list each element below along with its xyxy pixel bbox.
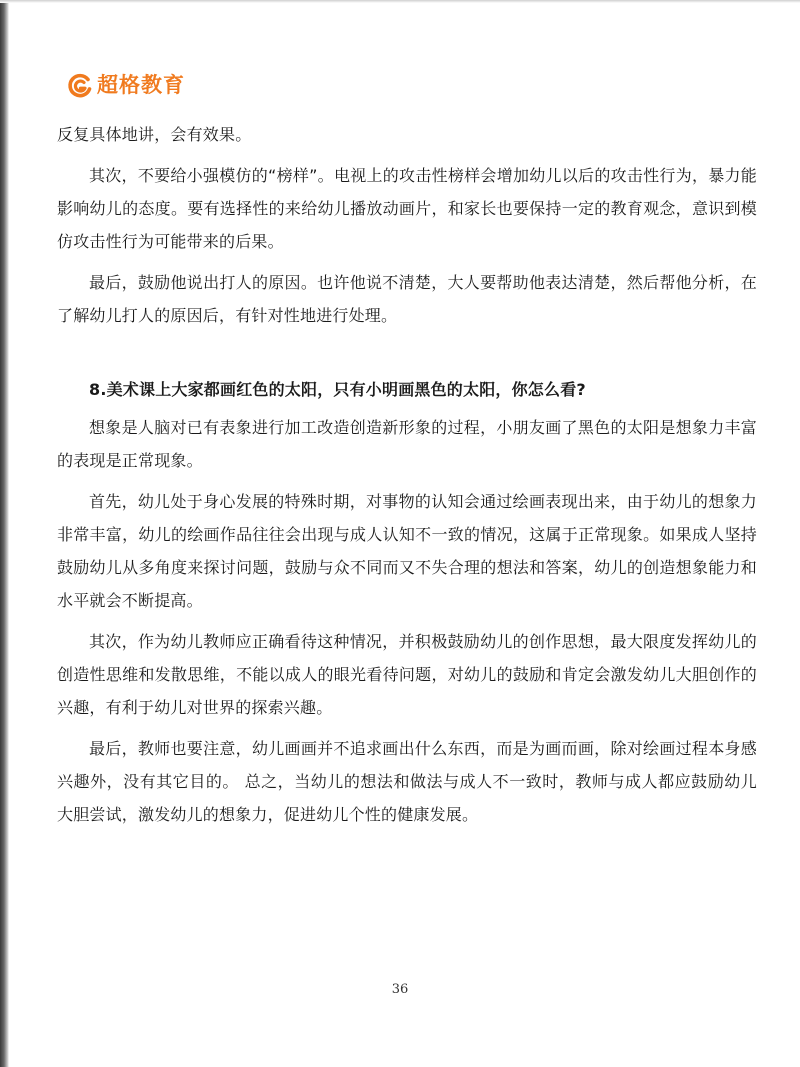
brand-logo-icon xyxy=(66,71,94,99)
answer-paragraph: 其次，作为幼儿教师应正确看待这种情况，并积极鼓励幼儿的创作思想，最大限度发挥幼儿的创造性思维和发散思维，不能以成人的眼光看待问题，对幼儿的鼓励和肯定会激发幼儿大胆创作的兴趣，有利于幼儿对世界的探索兴趣。 xyxy=(57,632,757,717)
page-top-edge xyxy=(0,0,800,3)
page-shadow-edge xyxy=(0,0,9,1067)
brand-logo-text: 超格教育 xyxy=(97,73,185,97)
question-heading: 8.美术课上大家都画红色的太阳，只有小明画黑色的太阳，你怎么看? xyxy=(89,380,586,399)
answer-paragraph: 最后，教师也要注意，幼儿画画并不追求画出什么东西，而是为画而画，除对绘画过程本身感兴趣外，没有其它目的。 总之，当幼儿的想法和做法与成人不一致时，教师与成人都应鼓励幼儿大胆尝试，激发幼儿的想象力，促进幼儿个性的健康发展。 xyxy=(57,739,757,824)
paragraph-continued: 反复具体地讲，会有效果。 xyxy=(57,125,252,144)
answer-paragraph: 首先，幼儿处于身心发展的特殊时期，对事物的认知会通过绘画表现出来，由于幼儿的想象力非常丰富，幼儿的绘画作品往往会出现与成人认知不一致的情况，这属于正常现象。如果成人坚持鼓励幼儿从多角度来探讨问题，鼓励与众不同而又不失合理的想法和答案，幼儿的创造想象能力和水平就会不断提高。 xyxy=(57,492,757,610)
paragraph: 最后，鼓励他说出打人的原因。也许他说不清楚，大人要帮助他表达清楚，然后帮他分析，在了解幼儿打人的原因后，有针对性地进行处理。 xyxy=(57,273,757,325)
page-number: 36 xyxy=(391,982,409,997)
document-body xyxy=(57,118,757,831)
brand-logo xyxy=(66,70,185,100)
paragraph: 其次，不要给小强模仿的“榜样”。电视上的攻击性榜样会增加幼儿以后的攻击性行为，暴力能影响幼儿的态度。要有选择性的来给幼儿播放动画片，和家长也要保持一定的教育观念，意识到模仿攻击性行为可能带来的后果。 xyxy=(57,166,757,251)
answer-paragraph: 想象是人脑对已有表象进行加工改造创造新形象的过程，小朋友画了黑色的太阳是想象力丰富的表现是正常现象。 xyxy=(57,418,757,470)
